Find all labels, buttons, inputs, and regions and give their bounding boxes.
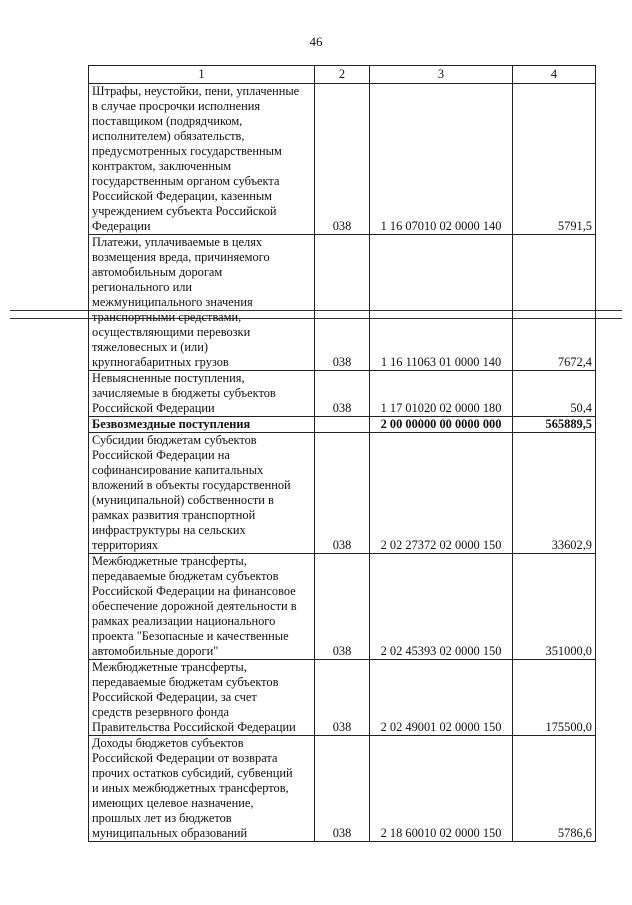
description-line: рамках развития транспортной xyxy=(92,508,256,522)
description-line: Российской Федерации от возврата xyxy=(92,751,278,765)
row-admin-code: 038 xyxy=(315,660,370,736)
revenue-table xyxy=(88,65,596,842)
table-row xyxy=(89,417,596,433)
description-line: прошлых лет из бюджетов xyxy=(92,811,232,825)
description-line: рамках реализации национального xyxy=(92,614,276,628)
row-budget-code: 2 02 49001 02 0000 150 xyxy=(370,660,513,736)
description-line: прочих остатков субсидий, субвенций xyxy=(92,766,293,780)
description-line: проекта "Безопасные и качественные xyxy=(92,629,289,643)
description-line: передаваемые бюджетам субъектов xyxy=(92,569,279,583)
description-line: средств резервного фонда xyxy=(92,705,230,719)
row-description xyxy=(89,371,315,417)
description-line: вложений в объекты государственной xyxy=(92,478,291,492)
description-line: Штрафы, неустойки, пени, уплаченные xyxy=(92,84,300,98)
description-line: Межбюджетные трансферты, xyxy=(92,554,247,568)
description-line: Невыясненные поступления, xyxy=(92,371,245,385)
description-line: предусмотренных государственным xyxy=(92,144,282,158)
description-line: Безвозмездные поступления xyxy=(92,417,251,431)
description-line: регионального или xyxy=(92,280,193,294)
description-line: зачисляемые в бюджеты субъектов xyxy=(92,386,276,400)
row-description xyxy=(89,660,315,736)
row-admin-code: 038 xyxy=(315,433,370,554)
row-amount: 7672,4 xyxy=(513,235,596,371)
description-line: Правительства Российской Федерации xyxy=(92,720,296,734)
description-line: имеющих целевое назначение, xyxy=(92,796,254,810)
table-row xyxy=(89,433,596,554)
row-budget-code: 2 18 60010 02 0000 150 xyxy=(370,736,513,842)
description-line: осуществляющими перевозки xyxy=(92,325,251,339)
row-amount: 565889,5 xyxy=(513,417,596,433)
description-line: передаваемые бюджетам субъектов xyxy=(92,675,279,689)
row-admin-code: 038 xyxy=(315,736,370,842)
row-budget-code: 1 16 07010 02 0000 140 xyxy=(370,84,513,235)
table-header-row xyxy=(89,66,596,84)
description-line: Российской Федерации на xyxy=(92,448,230,462)
row-amount: 5791,5 xyxy=(513,84,596,235)
description-line: Российской Федерации xyxy=(92,401,215,415)
description-line: межмуниципального значения xyxy=(92,295,253,309)
description-line: исполнителем) обязательств, xyxy=(92,129,245,143)
description-line: автомобильные дороги" xyxy=(92,644,219,658)
row-admin-code xyxy=(315,417,370,433)
row-budget-code: 2 02 27372 02 0000 150 xyxy=(370,433,513,554)
description-line: Российской Федерации, казенным xyxy=(92,189,273,203)
row-amount: 5786,6 xyxy=(513,736,596,842)
table-row xyxy=(89,84,596,235)
header-cell-1: 1 xyxy=(89,66,315,84)
table-row xyxy=(89,371,596,417)
description-line: (муниципальной) собственности в xyxy=(92,493,274,507)
row-amount: 175500,0 xyxy=(513,660,596,736)
revenue-table-body xyxy=(89,66,596,842)
description-line: муниципальных образований xyxy=(92,826,248,840)
description-line: государственным органом субъекта xyxy=(92,174,280,188)
description-line: обеспечение дорожной деятельности в xyxy=(92,599,297,613)
description-line: поставщиком (подрядчиком, xyxy=(92,114,243,128)
description-line: крупногабаритных грузов xyxy=(92,355,229,369)
description-line: Субсидии бюджетам субъектов xyxy=(92,433,257,447)
description-line: софинансирование капитальных xyxy=(92,463,264,477)
row-admin-code: 038 xyxy=(315,235,370,371)
description-line: инфраструктуры на сельских xyxy=(92,523,246,537)
header-cell-4: 4 xyxy=(513,66,596,84)
description-line: в случае просрочки исполнения xyxy=(92,99,261,113)
description-line: Межбюджетные трансферты, xyxy=(92,660,247,674)
description-line: возмещения вреда, причиняемого xyxy=(92,250,270,264)
row-admin-code: 038 xyxy=(315,84,370,235)
description-line: Федерации xyxy=(92,219,151,233)
table-row xyxy=(89,660,596,736)
table-row xyxy=(89,235,596,371)
description-line: транспортными средствами, xyxy=(92,310,242,324)
row-budget-code: 1 16 11063 01 0000 140 xyxy=(370,235,513,371)
description-line: Российской Федерации, за счет xyxy=(92,690,257,704)
description-line: контрактом, заключенным xyxy=(92,159,232,173)
description-line: и иных межбюджетных трансфертов, xyxy=(92,781,289,795)
row-budget-code: 2 02 45393 02 0000 150 xyxy=(370,554,513,660)
row-description xyxy=(89,235,315,371)
row-admin-code: 038 xyxy=(315,554,370,660)
row-budget-code: 1 17 01020 02 0000 180 xyxy=(370,371,513,417)
row-amount: 351000,0 xyxy=(513,554,596,660)
row-description xyxy=(89,84,315,235)
table-row xyxy=(89,554,596,660)
header-cell-3: 3 xyxy=(370,66,513,84)
row-description xyxy=(89,736,315,842)
page-number: 46 xyxy=(309,34,323,49)
row-description xyxy=(89,433,315,554)
row-description xyxy=(89,554,315,660)
row-amount: 50,4 xyxy=(513,371,596,417)
row-budget-code: 2 00 00000 00 0000 000 xyxy=(370,417,513,433)
description-line: территориях xyxy=(92,538,159,552)
row-description xyxy=(89,417,315,433)
row-amount: 33602,9 xyxy=(513,433,596,554)
description-line: Доходы бюджетов субъектов xyxy=(92,736,244,750)
table-row xyxy=(89,736,596,842)
description-line: тяжеловесных и (или) xyxy=(92,340,208,354)
description-line: учреждением субъекта Российской xyxy=(92,204,277,218)
row-admin-code: 038 xyxy=(315,371,370,417)
header-cell-2: 2 xyxy=(315,66,370,84)
description-line: Платежи, уплачиваемые в целях xyxy=(92,235,263,249)
description-line: автомобильным дорогам xyxy=(92,265,223,279)
description-line: Российской Федерации на финансовое xyxy=(92,584,296,598)
